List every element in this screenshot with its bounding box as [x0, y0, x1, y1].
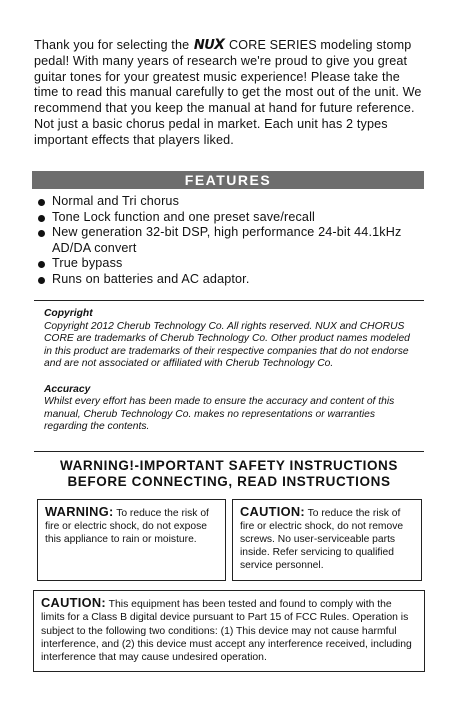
intro-paragraph-2: Not just a basic chorus pedal in market. Each unit has 2 types important effects that players liked. — [34, 116, 388, 147]
intro-body: CORE SERIES modeling stomp pedal! With many years of research we're proud to give you great guitar tones for your greatest music experience! Please take the time to read this manual carefully to get the most out of the unit. We recommend that you keep the manual at hand for future reference. — [34, 38, 422, 116]
warning-text: To reduce the risk of fire or electric shock, do not expose this appliance to rain or moisture. — [45, 508, 209, 545]
intro-paragraph-1 — [34, 38, 426, 117]
safety-title-line-1: WARNING!-IMPORTANT SAFETY INSTRUCTIONS — [59, 458, 399, 473]
nux-logo-x: X — [214, 37, 225, 53]
legal-notice — [44, 308, 416, 434]
warning-box — [37, 499, 226, 581]
caution-text: To reduce the risk of fire or electric shock, do not remove screws. No user-serviceable parts inside. Refer servicing to qualified service personnel. — [240, 508, 404, 571]
accuracy-heading: Accuracy — [44, 383, 91, 395]
copyright-text: Copyright 2012 Cherub Technology Co. All rights reserved. NUX and CHORUS CORE are trademarks of Cherub Technology Co. Other product names modeled in this product are trademarks of their respective companies that do not endorse and are not associated or affiliated with Cherub Technology Co. — [44, 320, 410, 369]
copyright-heading: Copyright — [44, 308, 93, 319]
features-list — [34, 194, 426, 287]
safety-title-line-2: BEFORE CONNECTING, READ INSTRUCTIONS — [67, 474, 391, 489]
feature-item: Runs on batteries and AC adaptor. — [34, 272, 426, 288]
intro-lead: Thank you for selecting the — [34, 38, 193, 52]
fcc-caution-box — [33, 590, 425, 672]
nux-logo-main: NU — [193, 38, 215, 53]
accuracy-text: Whilst every effort has been made to ensure the accuracy and content of this manual, Cherub Technology Co. makes no representations or warranties regarding the contents. — [44, 396, 395, 432]
fcc-caution-label: CAUTION: — [41, 595, 106, 610]
features-heading: FEATURES — [32, 171, 424, 189]
warning-label: WARNING: — [45, 504, 114, 519]
fcc-caution-text: This equipment has been tested and found to comply with the limits for a Class B digital device pursuant to Part 15 of FCC Rules. Operation is subject to the following two conditions: (1) This device may not cause harmful interference, and (2) this device must accept any interference received, including interference that may cause undesired operation. — [41, 599, 412, 664]
feature-item: Normal and Tri chorus — [34, 194, 426, 210]
feature-item: Tone Lock function and one preset save/recall — [34, 210, 426, 226]
caution-label: CAUTION: — [240, 504, 305, 519]
nux-logo — [193, 38, 225, 54]
section-divider — [34, 451, 424, 452]
safety-title — [34, 458, 424, 490]
section-divider — [34, 300, 424, 301]
intro-text — [34, 38, 426, 149]
caution-box — [232, 499, 422, 581]
feature-item: New generation 32-bit DSP, high performance 24-bit 44.1kHz AD/DA convert — [34, 225, 426, 256]
feature-item: True bypass — [34, 256, 426, 272]
